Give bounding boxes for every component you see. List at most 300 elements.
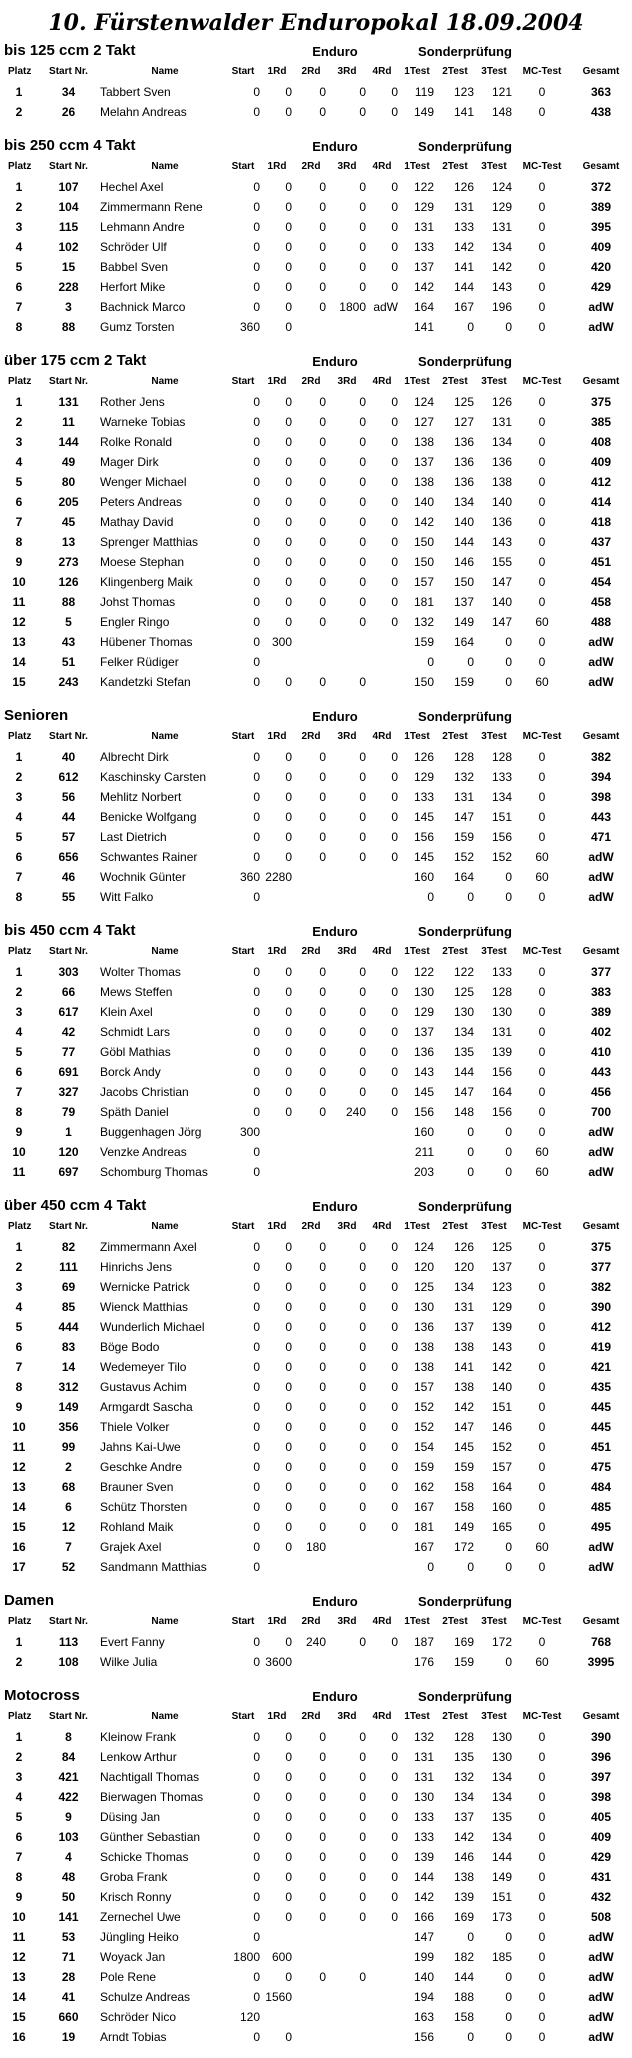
cell-4rd: 0 bbox=[391, 1065, 398, 1079]
cell-3test: 0 bbox=[505, 320, 512, 334]
result-row bbox=[0, 82, 632, 102]
cell-3test: 157 bbox=[491, 1460, 512, 1474]
cell-mc-test: 0 bbox=[538, 555, 546, 569]
result-row bbox=[0, 827, 632, 847]
cell-2test: 142 bbox=[453, 1830, 474, 1844]
cell-1test: 0 bbox=[427, 655, 434, 669]
cell-3test: 0 bbox=[505, 1145, 512, 1159]
cell-mc-test: 0 bbox=[538, 1025, 546, 1039]
cell-platz: 1 bbox=[15, 180, 23, 194]
header-mc-test: MC-Test bbox=[522, 731, 562, 742]
result-row bbox=[0, 552, 632, 572]
column-header-row bbox=[0, 62, 632, 82]
cell-start: 0 bbox=[253, 830, 260, 844]
cell-mc-test: 0 bbox=[538, 1750, 546, 1764]
cell-name: Thiele Volker bbox=[100, 1420, 170, 1434]
column-header-row bbox=[0, 727, 632, 747]
cell-1rd: 0 bbox=[285, 495, 292, 509]
special-test-group-label: Sonderprüfung bbox=[418, 44, 512, 59]
cell-platz: 1 bbox=[15, 85, 23, 99]
cell-gesamt: 768 bbox=[590, 1635, 612, 1649]
cell-3test: 0 bbox=[505, 1990, 512, 2004]
cell-1test: 138 bbox=[413, 435, 434, 449]
section-header bbox=[0, 350, 632, 372]
cell-start: 0 bbox=[253, 2030, 260, 2044]
cell-1test: 136 bbox=[413, 1320, 434, 1334]
result-row bbox=[0, 1787, 632, 1807]
cell-4rd: 0 bbox=[391, 1380, 398, 1394]
cell-start-nr: 5 bbox=[65, 615, 72, 629]
cell-3test: 129 bbox=[491, 200, 512, 214]
cell-3test: 140 bbox=[491, 495, 512, 509]
cell-1test: 154 bbox=[413, 1440, 434, 1454]
result-row bbox=[0, 612, 632, 632]
cell-1rd: 0 bbox=[285, 1500, 292, 1514]
cell-start: 0 bbox=[253, 1970, 260, 1984]
result-row bbox=[0, 317, 632, 337]
cell-platz: 2 bbox=[15, 985, 23, 999]
cell-2rd: 0 bbox=[319, 1890, 326, 1904]
cell-4rd: 0 bbox=[391, 535, 398, 549]
cell-3rd: 0 bbox=[359, 1360, 366, 1374]
cell-gesamt: 471 bbox=[590, 830, 612, 844]
cell-start-nr: 69 bbox=[61, 1280, 76, 1294]
cell-name: Engler Ringo bbox=[100, 615, 170, 629]
cell-platz: 15 bbox=[12, 2010, 26, 2024]
cell-3rd: 0 bbox=[359, 1340, 366, 1354]
header-name: Name bbox=[151, 376, 179, 387]
header-2rd: 2Rd bbox=[301, 66, 321, 77]
cell-mc-test: 60 bbox=[535, 1655, 549, 1669]
cell-1test: 181 bbox=[413, 1520, 434, 1534]
cell-1test: 163 bbox=[413, 2010, 434, 2024]
cell-start: 0 bbox=[253, 1300, 260, 1314]
cell-2rd: 0 bbox=[319, 1870, 326, 1884]
cell-platz: 9 bbox=[15, 1125, 23, 1139]
header-1test: 1Test bbox=[404, 731, 430, 742]
cell-start: 0 bbox=[253, 415, 260, 429]
header-name: Name bbox=[151, 1616, 179, 1627]
cell-start: 0 bbox=[253, 1635, 260, 1649]
cell-4rd: 0 bbox=[391, 1770, 398, 1784]
cell-start: 360 bbox=[239, 870, 260, 884]
cell-name: Borck Andy bbox=[100, 1065, 161, 1079]
cell-name: Zernechel Uwe bbox=[100, 1910, 181, 1924]
cell-name: Rolke Ronald bbox=[100, 435, 173, 449]
class-section bbox=[0, 1195, 632, 1577]
result-row bbox=[0, 1497, 632, 1517]
cell-name: Gumz Torsten bbox=[100, 320, 175, 334]
enduro-group-label: Enduro bbox=[312, 1594, 358, 1609]
cell-4rd: 0 bbox=[391, 770, 398, 784]
result-row bbox=[0, 1747, 632, 1767]
cell-1test: 130 bbox=[413, 985, 434, 999]
header-2rd: 2Rd bbox=[301, 1616, 321, 1627]
result-row bbox=[0, 1377, 632, 1397]
cell-gesamt: adW bbox=[588, 300, 614, 314]
cell-2test: 134 bbox=[453, 495, 474, 509]
cell-start: 0 bbox=[253, 300, 260, 314]
cell-1rd: 0 bbox=[285, 220, 292, 234]
cell-start: 0 bbox=[253, 1360, 260, 1374]
cell-mc-test: 0 bbox=[538, 1480, 546, 1494]
cell-3rd: 0 bbox=[359, 1790, 366, 1804]
cell-start-nr: 444 bbox=[58, 1320, 79, 1334]
result-row bbox=[0, 1082, 632, 1102]
cell-start-nr: 99 bbox=[61, 1440, 76, 1454]
cell-start-nr: 80 bbox=[61, 475, 76, 489]
cell-gesamt: 409 bbox=[590, 1830, 612, 1844]
cell-start-nr: 421 bbox=[58, 1770, 79, 1784]
cell-platz: 2 bbox=[15, 415, 23, 429]
cell-2test: 137 bbox=[453, 1810, 474, 1824]
cell-mc-test: 60 bbox=[535, 1540, 549, 1554]
result-rows bbox=[0, 1632, 632, 1672]
cell-platz: 15 bbox=[12, 675, 26, 689]
cell-1rd: 0 bbox=[285, 415, 292, 429]
cell-2test: 140 bbox=[453, 515, 474, 529]
cell-3test: 140 bbox=[491, 1380, 512, 1394]
cell-gesamt: 405 bbox=[590, 1810, 612, 1824]
cell-3rd: 0 bbox=[359, 615, 366, 629]
header-mc-test: MC-Test bbox=[522, 1616, 562, 1627]
header-1test: 1Test bbox=[404, 946, 430, 957]
header-3rd: 3Rd bbox=[337, 376, 357, 387]
cell-1rd: 0 bbox=[285, 1240, 292, 1254]
cell-2test: 137 bbox=[453, 595, 474, 609]
cell-2test: 147 bbox=[453, 1420, 474, 1434]
cell-start-nr: 43 bbox=[61, 635, 76, 649]
cell-2test: 127 bbox=[453, 415, 474, 429]
cell-4rd: 0 bbox=[391, 1790, 398, 1804]
header-start-nr: Start Nr. bbox=[49, 161, 88, 172]
cell-gesamt: 445 bbox=[590, 1400, 612, 1414]
cell-mc-test: 60 bbox=[535, 1145, 549, 1159]
cell-2rd: 0 bbox=[319, 1320, 326, 1334]
cell-gesamt: 412 bbox=[590, 475, 612, 489]
cell-start-nr: 243 bbox=[58, 675, 79, 689]
cell-platz: 1 bbox=[15, 965, 23, 979]
special-test-group-label: Sonderprüfung bbox=[418, 924, 512, 939]
header-4rd: 4Rd bbox=[372, 731, 392, 742]
cell-2test: 134 bbox=[453, 1280, 474, 1294]
cell-gesamt: 420 bbox=[590, 260, 612, 274]
cell-mc-test: 0 bbox=[538, 475, 546, 489]
cell-2test: 131 bbox=[453, 200, 474, 214]
cell-3test: 146 bbox=[491, 1420, 512, 1434]
cell-1test: 138 bbox=[413, 1360, 434, 1374]
header-2rd: 2Rd bbox=[301, 376, 321, 387]
cell-1rd: 0 bbox=[285, 555, 292, 569]
header-1test: 1Test bbox=[404, 66, 430, 77]
cell-2rd: 0 bbox=[319, 1380, 326, 1394]
header-platz: Platz bbox=[8, 1711, 32, 1722]
cell-4rd: 0 bbox=[391, 1340, 398, 1354]
cell-start-nr: 83 bbox=[61, 1340, 76, 1354]
column-header-row bbox=[0, 157, 632, 177]
cell-gesamt: 438 bbox=[590, 105, 612, 119]
cell-3test: 0 bbox=[505, 1560, 512, 1574]
cell-mc-test: 0 bbox=[538, 635, 546, 649]
cell-start-nr: 42 bbox=[61, 1025, 76, 1039]
cell-2rd: 0 bbox=[319, 830, 326, 844]
cell-1test: 152 bbox=[413, 1420, 434, 1434]
cell-gesamt: 394 bbox=[590, 770, 612, 784]
header-start: Start bbox=[231, 66, 255, 77]
cell-1rd: 0 bbox=[285, 1025, 292, 1039]
cell-start: 0 bbox=[253, 810, 260, 824]
cell-platz: 5 bbox=[15, 830, 23, 844]
cell-2rd: 0 bbox=[319, 85, 326, 99]
cell-gesamt: adW bbox=[588, 850, 614, 864]
cell-name: Schütz Thorsten bbox=[100, 1500, 188, 1514]
cell-start-nr: 88 bbox=[61, 595, 76, 609]
cell-3rd: 0 bbox=[359, 85, 366, 99]
cell-3test: 143 bbox=[491, 280, 512, 294]
result-row bbox=[0, 1867, 632, 1887]
cell-start: 0 bbox=[253, 85, 260, 99]
cell-1rd: 0 bbox=[285, 320, 292, 334]
cell-start-nr: 11 bbox=[62, 415, 75, 429]
header-mc-test: MC-Test bbox=[522, 1711, 562, 1722]
cell-start: 0 bbox=[253, 1045, 260, 1059]
cell-1rd: 2280 bbox=[265, 870, 292, 884]
cell-mc-test: 0 bbox=[538, 1340, 546, 1354]
cell-gesamt: 408 bbox=[590, 435, 612, 449]
cell-3test: 129 bbox=[491, 1300, 512, 1314]
cell-mc-test: 0 bbox=[538, 1930, 546, 1944]
cell-1test: 145 bbox=[413, 810, 434, 824]
cell-gesamt: 418 bbox=[590, 515, 612, 529]
cell-1test: 164 bbox=[413, 300, 434, 314]
cell-start: 0 bbox=[253, 395, 260, 409]
cell-2test: 134 bbox=[453, 1790, 474, 1804]
header-2test: 2Test bbox=[442, 1616, 468, 1627]
cell-gesamt: adW bbox=[588, 1540, 614, 1554]
cell-mc-test: 0 bbox=[538, 1320, 546, 1334]
enduro-group-label: Enduro bbox=[312, 139, 358, 154]
cell-name: Pole Rene bbox=[100, 1970, 157, 1984]
cell-2test: 169 bbox=[453, 1635, 474, 1649]
cell-1test: 157 bbox=[413, 1380, 434, 1394]
class-name: über 175 ccm 2 Takt bbox=[4, 352, 147, 369]
header-start: Start bbox=[231, 1616, 255, 1627]
cell-1rd: 0 bbox=[285, 260, 292, 274]
cell-gesamt: 443 bbox=[590, 1065, 612, 1079]
cell-1test: 140 bbox=[413, 1970, 434, 1984]
cell-start-nr: 8 bbox=[65, 1730, 72, 1744]
cell-1test: 137 bbox=[413, 260, 434, 274]
cell-start-nr: 44 bbox=[61, 810, 76, 824]
cell-start-nr: 113 bbox=[58, 1635, 79, 1649]
cell-name: Schmidt Lars bbox=[100, 1025, 171, 1039]
cell-2rd: 0 bbox=[319, 1440, 326, 1454]
cell-gesamt: 382 bbox=[590, 750, 612, 764]
cell-gesamt: adW bbox=[588, 890, 614, 904]
cell-gesamt: 377 bbox=[590, 965, 612, 979]
cell-1test: 147 bbox=[413, 1930, 434, 1944]
cell-name: Herfort Mike bbox=[100, 280, 166, 294]
cell-platz: 11 bbox=[12, 1165, 26, 1179]
cell-4rd: 0 bbox=[391, 555, 398, 569]
cell-3test: 0 bbox=[505, 1655, 512, 1669]
cell-name: Benicke Wolfgang bbox=[100, 810, 197, 824]
cell-platz: 10 bbox=[12, 575, 26, 589]
cell-gesamt: adW bbox=[588, 1970, 614, 1984]
cell-start: 0 bbox=[253, 240, 260, 254]
cell-2rd: 0 bbox=[319, 105, 326, 119]
cell-2rd: 0 bbox=[319, 1480, 326, 1494]
cell-4rd: 0 bbox=[391, 965, 398, 979]
cell-2test: 128 bbox=[453, 1730, 474, 1744]
cell-2test: 0 bbox=[467, 1125, 474, 1139]
result-row bbox=[0, 532, 632, 552]
cell-name: Peters Andreas bbox=[100, 495, 183, 509]
cell-gesamt: adW bbox=[588, 675, 614, 689]
cell-1rd: 1560 bbox=[265, 1990, 292, 2004]
cell-start: 0 bbox=[253, 1240, 260, 1254]
cell-start-nr: 51 bbox=[61, 655, 76, 669]
cell-platz: 4 bbox=[15, 1790, 23, 1804]
result-row bbox=[0, 1947, 632, 1967]
cell-2rd: 0 bbox=[319, 675, 326, 689]
cell-start-nr: 26 bbox=[61, 105, 76, 119]
cell-platz: 4 bbox=[15, 240, 23, 254]
cell-4rd: 0 bbox=[391, 1420, 398, 1434]
cell-start-nr: 88 bbox=[61, 320, 76, 334]
cell-3test: 156 bbox=[491, 1105, 512, 1119]
cell-gesamt: 389 bbox=[590, 200, 612, 214]
cell-4rd: 0 bbox=[391, 200, 398, 214]
cell-3test: 151 bbox=[491, 810, 512, 824]
cell-2test: 128 bbox=[453, 750, 474, 764]
cell-4rd: 0 bbox=[391, 790, 398, 804]
cell-name: Zimmermann Axel bbox=[100, 1240, 197, 1254]
cell-start-nr: 55 bbox=[61, 890, 76, 904]
class-name: Motocross bbox=[4, 1687, 80, 1704]
cell-start: 0 bbox=[253, 1500, 260, 1514]
cell-2rd: 0 bbox=[319, 555, 326, 569]
cell-4rd: 0 bbox=[391, 1005, 398, 1019]
cell-2test: 0 bbox=[467, 1165, 474, 1179]
cell-name: Kandetzki Stefan bbox=[100, 675, 191, 689]
cell-start-nr: 85 bbox=[61, 1300, 76, 1314]
cell-platz: 15 bbox=[12, 1520, 26, 1534]
header-start-nr: Start Nr. bbox=[49, 731, 88, 742]
cell-1test: 176 bbox=[413, 1655, 434, 1669]
cell-name: Wunderlich Michael bbox=[100, 1320, 205, 1334]
cell-3rd: 240 bbox=[345, 1105, 366, 1119]
cell-gesamt: 363 bbox=[590, 85, 612, 99]
cell-start: 0 bbox=[253, 635, 260, 649]
cell-mc-test: 0 bbox=[538, 455, 546, 469]
cell-3rd: 0 bbox=[359, 1480, 366, 1494]
cell-name: Babbel Sven bbox=[100, 260, 169, 274]
cell-2test: 146 bbox=[453, 1850, 474, 1864]
cell-gesamt: 485 bbox=[590, 1500, 612, 1514]
cell-platz: 7 bbox=[15, 1360, 23, 1374]
cell-4rd: 0 bbox=[391, 575, 398, 589]
cell-3test: 0 bbox=[505, 870, 512, 884]
cell-platz: 1 bbox=[15, 1240, 23, 1254]
cell-3rd: 0 bbox=[359, 1380, 366, 1394]
cell-platz: 1 bbox=[15, 1635, 23, 1649]
cell-1rd: 0 bbox=[285, 1380, 292, 1394]
cell-1rd: 0 bbox=[285, 475, 292, 489]
cell-1test: 122 bbox=[413, 180, 434, 194]
result-row bbox=[0, 1357, 632, 1377]
cell-1test: 129 bbox=[413, 200, 434, 214]
cell-start: 0 bbox=[253, 1810, 260, 1824]
cell-3test: 149 bbox=[491, 1870, 512, 1884]
cell-start-nr: 1 bbox=[65, 1125, 72, 1139]
cell-1test: 159 bbox=[413, 1460, 434, 1474]
enduro-group-label: Enduro bbox=[312, 354, 358, 369]
cell-start: 0 bbox=[253, 1830, 260, 1844]
cell-start: 0 bbox=[253, 475, 260, 489]
result-row bbox=[0, 452, 632, 472]
header-3rd: 3Rd bbox=[337, 1221, 357, 1232]
cell-1rd: 0 bbox=[285, 1105, 292, 1119]
cell-platz: 13 bbox=[12, 635, 26, 649]
cell-name: Kaschinsky Carsten bbox=[100, 770, 207, 784]
cell-name: Arndt Tobias bbox=[100, 2030, 167, 2044]
cell-start: 0 bbox=[253, 750, 260, 764]
cell-start-nr: 4 bbox=[65, 1850, 72, 1864]
cell-3test: 151 bbox=[491, 1400, 512, 1414]
cell-start-nr: 107 bbox=[58, 180, 79, 194]
cell-gesamt: adW bbox=[588, 655, 614, 669]
cell-gesamt: 390 bbox=[590, 1300, 612, 1314]
cell-name: Günther Sebastian bbox=[100, 1830, 201, 1844]
header-3test: 3Test bbox=[481, 946, 507, 957]
cell-mc-test: 60 bbox=[535, 615, 549, 629]
cell-2rd: 0 bbox=[319, 985, 326, 999]
header-2rd: 2Rd bbox=[301, 731, 321, 742]
section-header bbox=[0, 1195, 632, 1217]
cell-2test: 131 bbox=[453, 790, 474, 804]
cell-1rd: 0 bbox=[285, 1635, 292, 1649]
cell-name: Bierwagen Thomas bbox=[100, 1790, 204, 1804]
result-row bbox=[0, 1652, 632, 1672]
cell-3rd: 0 bbox=[359, 280, 366, 294]
cell-platz: 4 bbox=[15, 455, 23, 469]
cell-3test: 136 bbox=[491, 515, 512, 529]
cell-mc-test: 0 bbox=[538, 200, 546, 214]
cell-2rd: 0 bbox=[319, 1340, 326, 1354]
cell-name: Krisch Ronny bbox=[100, 1890, 172, 1904]
cell-start-nr: 79 bbox=[61, 1105, 76, 1119]
cell-start: 0 bbox=[253, 575, 260, 589]
cell-name: Düsing Jan bbox=[100, 1810, 161, 1824]
cell-2test: 136 bbox=[453, 475, 474, 489]
result-row bbox=[0, 237, 632, 257]
cell-platz: 7 bbox=[15, 300, 23, 314]
result-row bbox=[0, 672, 632, 692]
cell-2test: 150 bbox=[453, 575, 474, 589]
cell-1test: 130 bbox=[413, 1790, 434, 1804]
cell-mc-test: 0 bbox=[538, 1260, 546, 1274]
cell-start: 1800 bbox=[233, 1950, 260, 1964]
header-4rd: 4Rd bbox=[372, 1221, 392, 1232]
cell-3rd: 0 bbox=[359, 595, 366, 609]
cell-2test: 158 bbox=[453, 1480, 474, 1494]
result-row bbox=[0, 1022, 632, 1042]
cell-name: Sandmann Matthias bbox=[100, 1560, 207, 1574]
class-name: Senioren bbox=[4, 707, 69, 724]
cell-start-nr: 71 bbox=[61, 1950, 76, 1964]
cell-4rd: 0 bbox=[391, 1480, 398, 1494]
